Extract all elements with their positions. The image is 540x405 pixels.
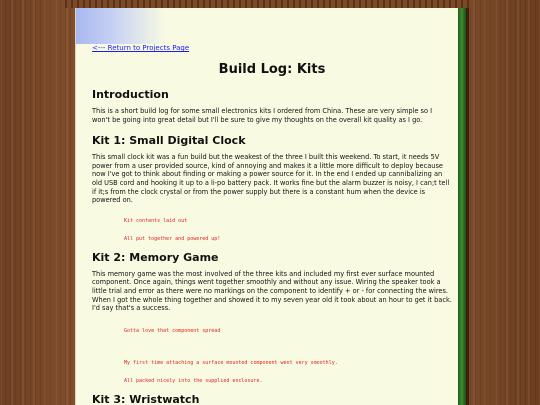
page-panel <box>75 8 464 405</box>
kit3-heading: Kit 3: Wristwatch <box>92 392 200 405</box>
kit2-caption-smd: My first time attaching a surface mounted component went very smoothly. <box>124 359 338 366</box>
intro-heading: Introduction <box>92 88 169 101</box>
main-content <box>92 44 452 405</box>
kit2-caption-enclosure: All packed nicely into the supplied enclosure. <box>124 377 263 384</box>
wood-frame-top <box>65 0 473 8</box>
kit2-caption-spread: Gotta love that component spread <box>124 327 221 334</box>
intro-text: This is a short build log for some small electronics kits I ordered from China. These are very simple so I won't be going into great detail but I'll be sure to give my thoughts on the overall kit quality as I go. <box>92 107 433 124</box>
kit1-text: This small clock kit was a fun build but the weakest of the three I built this weekend. To start, it needs 5V power from a user provided source, kind of annoying and makes it a little more difficult to deploy because now I've got to think about finding or making a power source for it. In the end I ended up cannibalizing an old USB cord and hooking it up to a li-po battery pack. It works fine but the alarm buzzer is noisy, I can;t tell if it;s from the clock crystal or from the power supply but there is a constant hum when the device is powered on. <box>92 153 450 205</box>
kit1-caption-powered: All put together and powered up! <box>124 235 221 242</box>
kit2-heading: Kit 2: Memory Game <box>92 250 219 264</box>
back-to-projects-link[interactable]: <--- Return to Projects Page <box>92 44 190 52</box>
page-title: Build Log: Kits <box>218 62 326 77</box>
right-rail-shadow <box>466 8 469 405</box>
kit1-caption-contents: Kit contents laid out <box>124 217 188 224</box>
right-green-rail <box>458 8 466 405</box>
kit1-heading: Kit 1: Small Digital Clock <box>92 134 246 148</box>
kit2-text: This memory game was the most involved of the three kits and included my first ever surface mounted component. Once again, things went together smoothly and without any issue. Wiring the speaker took a little trial and error as there were no markings on the component to identify + or - for connecting the wires. When I got the whole thing together and showed it to my seven year old it took about an hour to get it back. I'd say that's a success. <box>92 269 452 313</box>
corner-gradient <box>76 8 166 44</box>
